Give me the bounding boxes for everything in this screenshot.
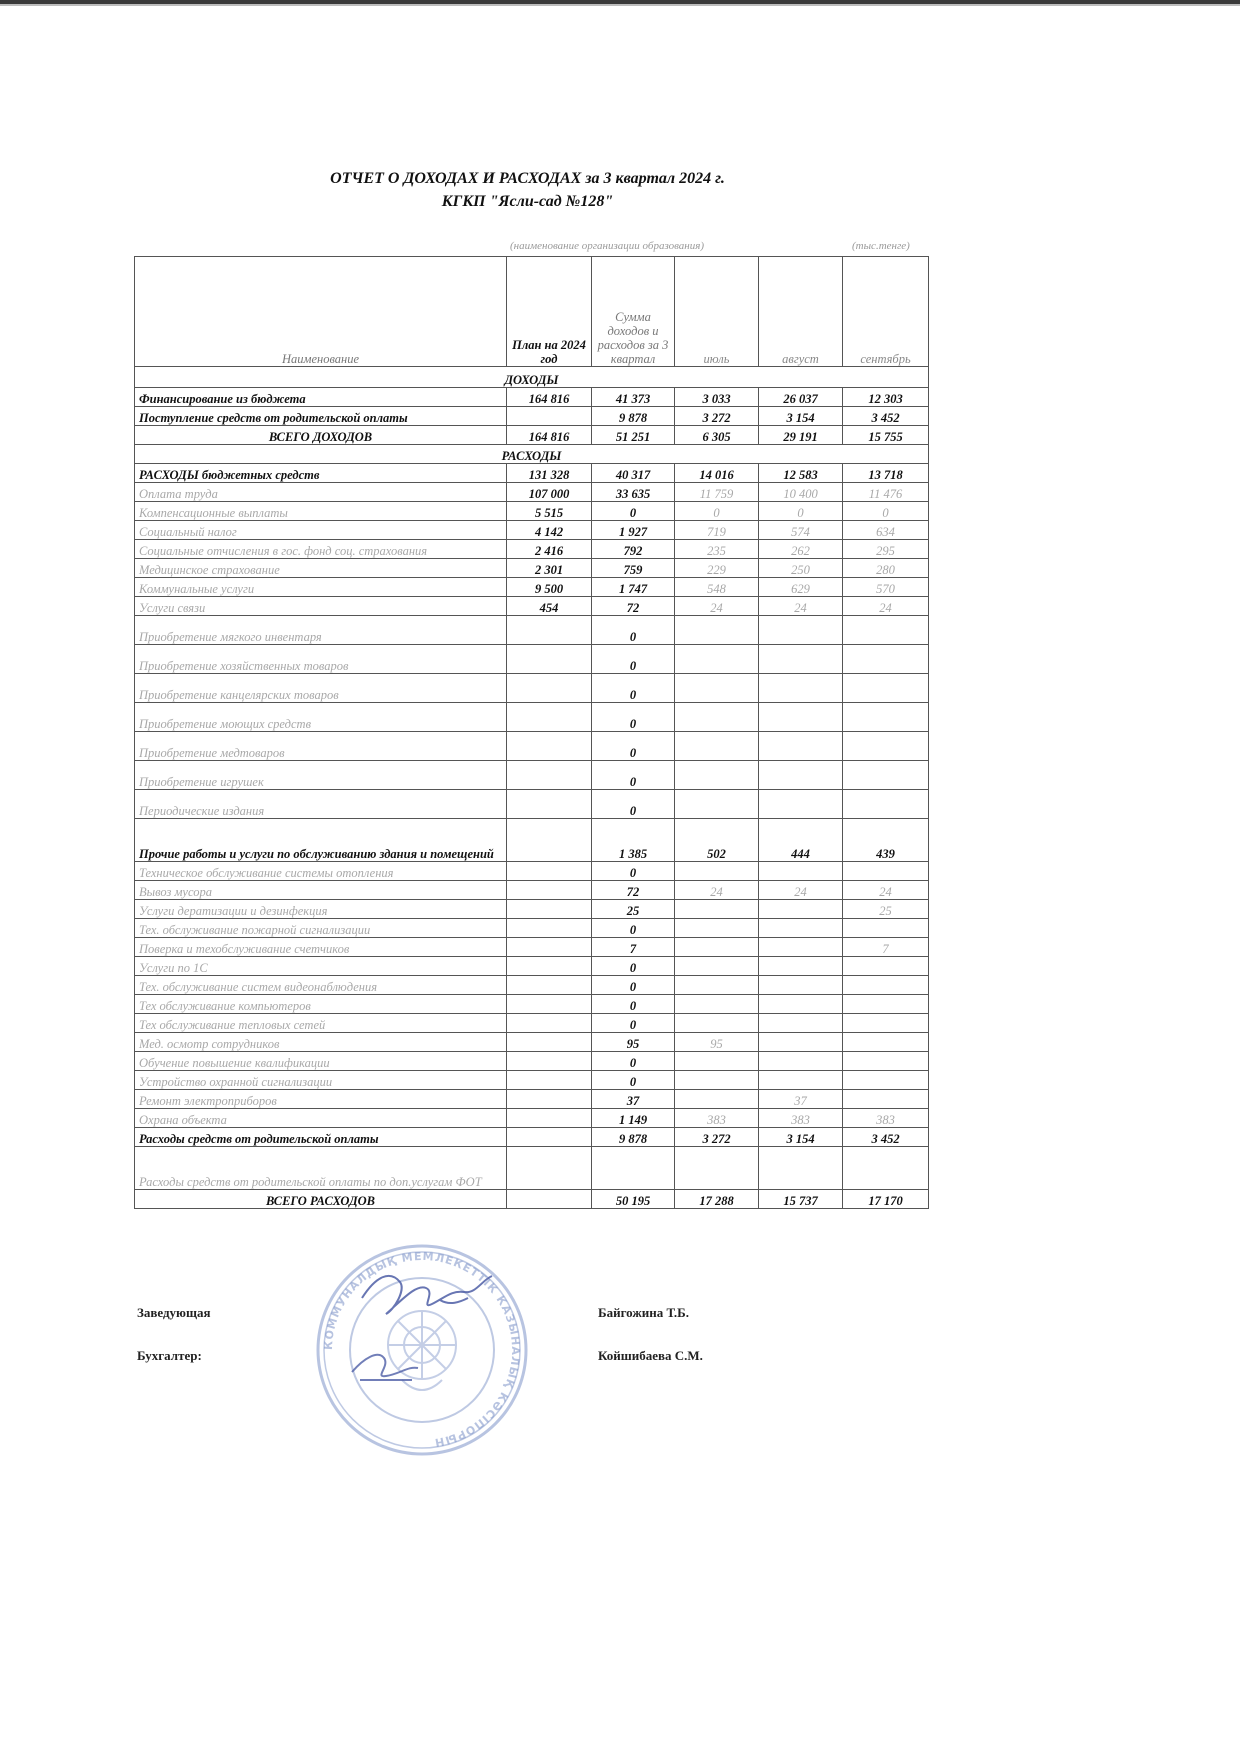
row-value-m3 — [843, 732, 929, 761]
row-value-plan — [507, 616, 592, 645]
row-value-m3 — [843, 616, 929, 645]
row-value-m1: 11 759 — [675, 483, 759, 502]
expense-row — [135, 616, 929, 645]
organization-name: КГКП "Ясли-сад №128" — [441, 193, 614, 210]
row-value-plan — [507, 900, 592, 919]
row-value-m3 — [843, 1147, 929, 1190]
row-label: Социальный налог — [135, 521, 507, 540]
row-value-m1: 502 — [675, 819, 759, 862]
row-value-m3: 25 — [843, 900, 929, 919]
row-label: Компенсационные выплаты — [135, 502, 507, 521]
row-value-m2 — [759, 674, 843, 703]
expense-row — [135, 976, 929, 995]
row-value-m1: 95 — [675, 1033, 759, 1052]
row-value-m2: 444 — [759, 819, 843, 862]
row-value-m2: 12 583 — [759, 464, 843, 483]
row-value-plan: 2 416 — [507, 540, 592, 559]
row-label: Тех обслуживание компьютеров — [135, 995, 507, 1014]
row-label: Тех. обслуживание пожарной сигнализации — [135, 919, 507, 938]
row-value-m2 — [759, 761, 843, 790]
row-label: Приобретение хозяйственных товаров — [135, 645, 507, 674]
row-value-plan — [507, 674, 592, 703]
row-value-sum: 0 — [592, 1014, 675, 1033]
row-value-m2: 29 191 — [759, 426, 843, 445]
row-value-sum: 759 — [592, 559, 675, 578]
row-value-plan — [507, 1128, 592, 1147]
row-value-m1 — [675, 645, 759, 674]
row-label: Расходы средств от родительской оплаты — [135, 1128, 507, 1147]
row-value-m1 — [675, 1147, 759, 1190]
row-value-m2: 26 037 — [759, 388, 843, 407]
header-sum: Сумма доходов и расходов за 3 квартал — [592, 257, 675, 367]
row-value-m3: 3 452 — [843, 407, 929, 426]
row-value-m1 — [675, 938, 759, 957]
expense-row — [135, 900, 929, 919]
head-name: Байгожина Т.Б. — [598, 1305, 689, 1320]
row-value-m3 — [843, 674, 929, 703]
row-value-sum: 0 — [592, 502, 675, 521]
row-label: ВСЕГО РАСХОДОВ — [135, 1190, 507, 1209]
row-value-m1 — [675, 1052, 759, 1071]
report-title: ОТЧЕТ О ДОХОДАХ И РАСХОДАХ за 3 квартал 2024 г. — [330, 170, 725, 187]
expense-row — [135, 790, 929, 819]
row-value-plan — [507, 1014, 592, 1033]
row-value-m1: 17 288 — [675, 1190, 759, 1209]
row-value-m1 — [675, 1014, 759, 1033]
row-value-m3 — [843, 1052, 929, 1071]
row-value-m3: 295 — [843, 540, 929, 559]
header-july: июль — [675, 257, 759, 367]
row-label: Приобретение канцелярских товаров — [135, 674, 507, 703]
caption-org: (наименование организации образования) — [510, 240, 705, 252]
row-value-plan — [507, 1033, 592, 1052]
row-value-plan — [507, 645, 592, 674]
expense-row — [135, 645, 929, 674]
expense-row — [135, 1109, 929, 1128]
row-value-sum: 0 — [592, 703, 675, 732]
seal-stamp — [290, 1240, 555, 1460]
row-value-m2 — [759, 862, 843, 881]
row-value-sum: 0 — [592, 862, 675, 881]
row-label: Приобретение игрушек — [135, 761, 507, 790]
row-value-plan — [507, 976, 592, 995]
row-value-m3 — [843, 1014, 929, 1033]
section-expense: РАСХОДЫ — [135, 445, 929, 464]
row-value-m3: 24 — [843, 881, 929, 900]
row-value-m2 — [759, 645, 843, 674]
row-value-m3 — [843, 976, 929, 995]
row-value-plan — [507, 732, 592, 761]
row-label: Ремонт электроприборов — [135, 1090, 507, 1109]
row-value-m1: 14 016 — [675, 464, 759, 483]
expense-row — [135, 881, 929, 900]
row-label: Прочие работы и услуги по обслуживанию здания и помещений — [135, 819, 507, 862]
row-label: Приобретение медтоваров — [135, 732, 507, 761]
row-value-m2 — [759, 703, 843, 732]
income-total-row — [135, 426, 929, 445]
row-value-m1: 719 — [675, 521, 759, 540]
row-value-m2 — [759, 995, 843, 1014]
header-name: Наименование — [135, 257, 507, 367]
row-label: Оплата труда — [135, 483, 507, 502]
row-value-m2 — [759, 976, 843, 995]
row-value-plan — [507, 881, 592, 900]
row-value-m2 — [759, 1014, 843, 1033]
row-value-m3: 383 — [843, 1109, 929, 1128]
expense-row — [135, 597, 929, 616]
row-value-plan — [507, 1109, 592, 1128]
row-value-m2: 574 — [759, 521, 843, 540]
row-value-plan — [507, 703, 592, 732]
row-value-m3: 439 — [843, 819, 929, 862]
row-value-m1 — [675, 900, 759, 919]
expense-row — [135, 502, 929, 521]
header-august: август — [759, 257, 843, 367]
row-value-sum: 25 — [592, 900, 675, 919]
row-value-m3: 634 — [843, 521, 929, 540]
section-income-row — [135, 367, 929, 388]
row-value-sum: 0 — [592, 1052, 675, 1071]
row-value-plan — [507, 919, 592, 938]
row-value-sum: 50 195 — [592, 1190, 675, 1209]
expense-row — [135, 1147, 929, 1190]
row-label: Услуги дератизации и дезинфекция — [135, 900, 507, 919]
row-label: Поверка и техобслуживание счетчиков — [135, 938, 507, 957]
row-value-sum: 51 251 — [592, 426, 675, 445]
row-label: Приобретение моющих средств — [135, 703, 507, 732]
row-label: Медицинское страхование — [135, 559, 507, 578]
row-value-plan — [507, 938, 592, 957]
row-value-m2: 15 737 — [759, 1190, 843, 1209]
accountant-name: Койшибаева С.М. — [598, 1348, 703, 1363]
row-value-m1 — [675, 674, 759, 703]
row-value-plan: 5 515 — [507, 502, 592, 521]
row-value-plan — [507, 862, 592, 881]
expense-row — [135, 674, 929, 703]
row-label: Мед. осмотр сотрудников — [135, 1033, 507, 1052]
row-value-sum: 1 385 — [592, 819, 675, 862]
row-value-sum: 72 — [592, 881, 675, 900]
row-value-sum: 41 373 — [592, 388, 675, 407]
row-value-sum: 7 — [592, 938, 675, 957]
head-label: Заведующая — [137, 1305, 211, 1320]
row-value-m1: 235 — [675, 540, 759, 559]
row-value-m1 — [675, 957, 759, 976]
expense-row — [135, 957, 929, 976]
header-plan: План на 2024 год — [507, 257, 592, 367]
row-value-m2 — [759, 1071, 843, 1090]
row-value-m3 — [843, 761, 929, 790]
row-value-m3 — [843, 957, 929, 976]
row-value-m2 — [759, 900, 843, 919]
row-value-sum: 1 149 — [592, 1109, 675, 1128]
row-value-m2: 24 — [759, 597, 843, 616]
row-value-plan: 454 — [507, 597, 592, 616]
row-value-m3: 3 452 — [843, 1128, 929, 1147]
row-label: Услуги связи — [135, 597, 507, 616]
row-value-plan: 4 142 — [507, 521, 592, 540]
row-value-m1 — [675, 1071, 759, 1090]
row-value-sum: 0 — [592, 790, 675, 819]
expense-row — [135, 1014, 929, 1033]
expense-total-row — [135, 1190, 929, 1209]
row-value-m3 — [843, 790, 929, 819]
row-value-plan: 164 816 — [507, 388, 592, 407]
expense-row — [135, 703, 929, 732]
row-value-m3: 0 — [843, 502, 929, 521]
row-value-m3: 7 — [843, 938, 929, 957]
row-value-m1: 383 — [675, 1109, 759, 1128]
signature-head — [362, 1276, 492, 1314]
row-value-sum: 1 927 — [592, 521, 675, 540]
row-value-m2: 3 154 — [759, 407, 843, 426]
row-label: Обучение повышение квалификации — [135, 1052, 507, 1071]
row-value-m2: 0 — [759, 502, 843, 521]
row-value-sum: 9 878 — [592, 407, 675, 426]
row-value-m2 — [759, 1033, 843, 1052]
expense-row — [135, 761, 929, 790]
row-value-plan — [507, 819, 592, 862]
row-value-m2: 383 — [759, 1109, 843, 1128]
row-value-m1: 548 — [675, 578, 759, 597]
row-value-m1: 3 272 — [675, 407, 759, 426]
row-label: РАСХОДЫ бюджетных средств — [135, 464, 507, 483]
row-value-m1: 24 — [675, 881, 759, 900]
row-value-m2: 629 — [759, 578, 843, 597]
row-value-m1 — [675, 790, 759, 819]
accountant-label: Бухгалтер: — [137, 1348, 202, 1363]
row-value-m2 — [759, 616, 843, 645]
expense-row — [135, 559, 929, 578]
row-value-m1 — [675, 919, 759, 938]
row-value-m3: 570 — [843, 578, 929, 597]
row-value-m1 — [675, 1090, 759, 1109]
row-value-plan — [507, 1147, 592, 1190]
row-label: Социальные отчисления в гос. фонд соц. страхования — [135, 540, 507, 559]
row-value-m3: 12 303 — [843, 388, 929, 407]
row-value-plan: 107 000 — [507, 483, 592, 502]
expense-row — [135, 1033, 929, 1052]
row-label: Коммунальные услуги — [135, 578, 507, 597]
expense-row — [135, 1052, 929, 1071]
expense-row — [135, 919, 929, 938]
expense-row — [135, 540, 929, 559]
row-value-m2: 250 — [759, 559, 843, 578]
row-value-m3: 13 718 — [843, 464, 929, 483]
row-value-m3: 11 476 — [843, 483, 929, 502]
row-value-m3: 15 755 — [843, 426, 929, 445]
expense-row — [135, 483, 929, 502]
row-value-m3 — [843, 1033, 929, 1052]
row-value-plan — [507, 995, 592, 1014]
row-value-m3: 280 — [843, 559, 929, 578]
table-header-row — [135, 257, 929, 367]
row-value-m2: 10 400 — [759, 483, 843, 502]
row-value-m1 — [675, 732, 759, 761]
expense-row — [135, 1090, 929, 1109]
row-value-m2: 24 — [759, 881, 843, 900]
row-value-plan — [507, 957, 592, 976]
row-value-sum: 792 — [592, 540, 675, 559]
row-value-m1: 229 — [675, 559, 759, 578]
row-value-sum: 40 317 — [592, 464, 675, 483]
row-value-m1 — [675, 761, 759, 790]
row-value-m3 — [843, 703, 929, 732]
row-value-m2 — [759, 732, 843, 761]
row-value-m1 — [675, 862, 759, 881]
section-income: ДОХОДЫ — [135, 367, 929, 388]
report-table — [134, 256, 929, 1209]
row-value-m2 — [759, 957, 843, 976]
row-value-m2: 262 — [759, 540, 843, 559]
row-label: ВСЕГО ДОХОДОВ — [135, 426, 507, 445]
row-value-m1 — [675, 995, 759, 1014]
row-label: Техническое обслуживание системы отопления — [135, 862, 507, 881]
row-label: Приобретение мягкого инвентаря — [135, 616, 507, 645]
row-value-sum: 0 — [592, 761, 675, 790]
row-label: Тех обслуживание тепловых сетей — [135, 1014, 507, 1033]
row-label: Расходы средств от родительской оплаты по доп.услугам ФОТ — [135, 1147, 507, 1190]
expense-row — [135, 819, 929, 862]
row-value-m2 — [759, 1052, 843, 1071]
section-expense-row — [135, 445, 929, 464]
caption-units: (тыс.тенге) — [852, 240, 910, 252]
row-label: Вывоз мусора — [135, 881, 507, 900]
row-value-plan: 164 816 — [507, 426, 592, 445]
row-value-sum: 37 — [592, 1090, 675, 1109]
row-value-m2 — [759, 790, 843, 819]
header-september: сентябрь — [843, 257, 929, 367]
expense-row — [135, 732, 929, 761]
row-value-m3 — [843, 995, 929, 1014]
row-value-m1 — [675, 703, 759, 732]
row-value-m1: 3 033 — [675, 388, 759, 407]
row-value-plan — [507, 1090, 592, 1109]
row-value-sum: 0 — [592, 995, 675, 1014]
scan-top-shadow — [0, 4, 1240, 6]
expense-row — [135, 578, 929, 597]
row-value-m2 — [759, 1147, 843, 1190]
row-value-m2 — [759, 938, 843, 957]
row-value-plan: 2 301 — [507, 559, 592, 578]
income-row — [135, 388, 929, 407]
row-value-sum: 0 — [592, 674, 675, 703]
row-value-sum: 95 — [592, 1033, 675, 1052]
row-value-plan — [507, 761, 592, 790]
row-value-plan — [507, 1190, 592, 1209]
row-value-m2: 37 — [759, 1090, 843, 1109]
row-value-m3 — [843, 645, 929, 674]
row-value-m1: 24 — [675, 597, 759, 616]
expense-row — [135, 995, 929, 1014]
row-value-sum: 72 — [592, 597, 675, 616]
row-label: Поступление средств от родительской оплаты — [135, 407, 507, 426]
row-value-m1 — [675, 976, 759, 995]
row-value-sum — [592, 1147, 675, 1190]
expense-row — [135, 862, 929, 881]
expense-row — [135, 464, 929, 483]
row-value-sum: 1 747 — [592, 578, 675, 597]
row-value-sum: 0 — [592, 732, 675, 761]
row-label: Охрана объекта — [135, 1109, 507, 1128]
row-value-m3: 24 — [843, 597, 929, 616]
row-value-m2 — [759, 919, 843, 938]
row-value-m2: 3 154 — [759, 1128, 843, 1147]
row-label: Периодические издания — [135, 790, 507, 819]
row-value-sum: 0 — [592, 919, 675, 938]
expense-row — [135, 1128, 929, 1147]
row-value-plan: 131 328 — [507, 464, 592, 483]
row-label: Тех. обслуживание систем видеонаблюдения — [135, 976, 507, 995]
expense-row — [135, 938, 929, 957]
expense-row — [135, 1071, 929, 1090]
row-value-m1 — [675, 616, 759, 645]
row-value-m3 — [843, 919, 929, 938]
row-value-sum: 33 635 — [592, 483, 675, 502]
row-value-m3: 17 170 — [843, 1190, 929, 1209]
row-label: Финансирование из бюджета — [135, 388, 507, 407]
row-value-m3 — [843, 1071, 929, 1090]
row-value-m3 — [843, 1090, 929, 1109]
row-value-sum: 0 — [592, 976, 675, 995]
row-value-m3 — [843, 862, 929, 881]
expense-row — [135, 521, 929, 540]
row-value-plan — [507, 790, 592, 819]
row-value-m1: 6 305 — [675, 426, 759, 445]
row-value-sum: 0 — [592, 616, 675, 645]
row-value-sum: 0 — [592, 957, 675, 976]
row-value-plan — [507, 1052, 592, 1071]
income-row — [135, 407, 929, 426]
row-label: Услуги по 1С — [135, 957, 507, 976]
row-value-m1: 0 — [675, 502, 759, 521]
row-value-sum: 0 — [592, 645, 675, 674]
row-value-plan — [507, 1071, 592, 1090]
row-value-plan — [507, 407, 592, 426]
row-value-sum: 9 878 — [592, 1128, 675, 1147]
stamp-text: КОММУНАЛДЫҚ МЕМЛЕКЕТТІК КАЗЫНАЛЫҚ КӘСІПОРЫН — [321, 1249, 523, 1450]
row-label: Устройство охранной сигнализации — [135, 1071, 507, 1090]
row-value-sum: 0 — [592, 1071, 675, 1090]
row-value-plan: 9 500 — [507, 578, 592, 597]
row-value-m1: 3 272 — [675, 1128, 759, 1147]
